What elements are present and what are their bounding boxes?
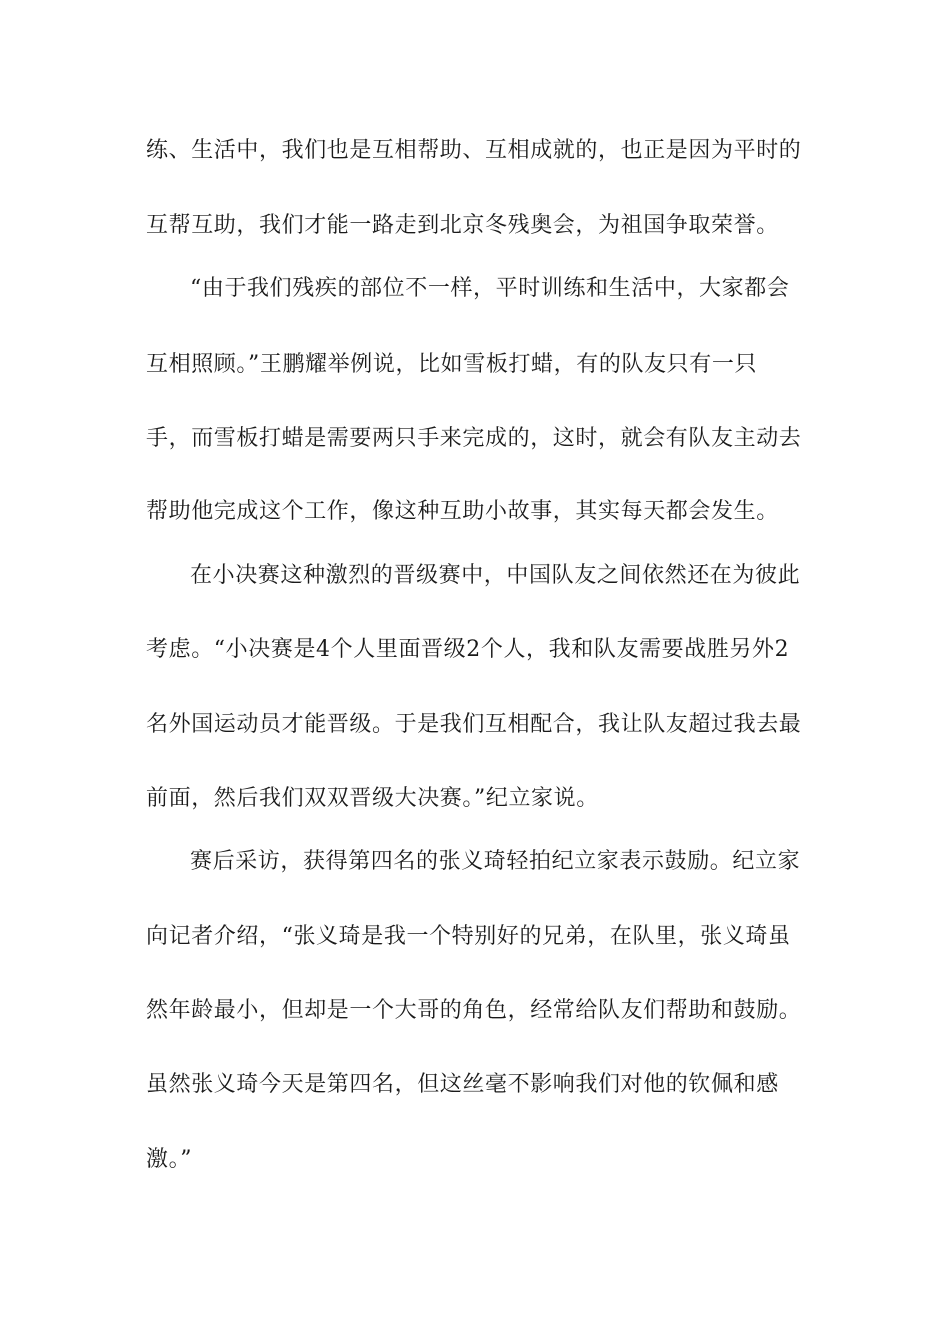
text-line: 向记者介绍，“张义琦是我一个特别好的兄弟，在队里，张义琦虽 (146, 924, 791, 949)
text-line: 前面，然后我们双双晋级大决赛。”纪立家说。 (146, 786, 599, 811)
text-line: 练、生活中，我们也是互相帮助、互相成就的，也正是因为平时的 (146, 138, 802, 163)
text-line: 名外国运动员才能晋级。于是我们互相配合，我让队友超过我去最 (146, 712, 802, 737)
text-line: 赛后采访，获得第四名的张义琦轻拍纪立家表示鼓励。纪立家 (190, 849, 801, 874)
text-line: 互帮互助，我们才能一路走到北京冬残奥会，为祖国争取荣誉。 (146, 213, 779, 238)
text-line: 考虑。“小决赛是4个人里面晋级2个人，我和队友需要战胜另外2 (146, 637, 790, 662)
text-line: 帮助他完成这个工作，像这种互助小故事，其实每天都会发生。 (146, 499, 779, 524)
text-line: 手，而雪板打蜡是需要两只手来完成的，这时，就会有队友主动去 (146, 426, 802, 451)
text-line: 在小决赛这种激烈的晋级赛中，中国队友之间依然还在为彼此 (190, 563, 801, 588)
text-line: 互相照顾。”王鹏耀举例说，比如雪板打蜡，有的队友只有一只 (146, 352, 758, 377)
text-line: 虽然张义琦今天是第四名，但这丝毫不影响我们对他的钦佩和感 (146, 1072, 779, 1097)
text-line: “由于我们残疾的部位不一样，平时训练和生活中，大家都会 (190, 276, 790, 301)
text-line: 然年龄最小，但却是一个大哥的角色，经常给队友们帮助和鼓励。 (146, 998, 802, 1023)
text-line: 激。” (146, 1147, 193, 1172)
